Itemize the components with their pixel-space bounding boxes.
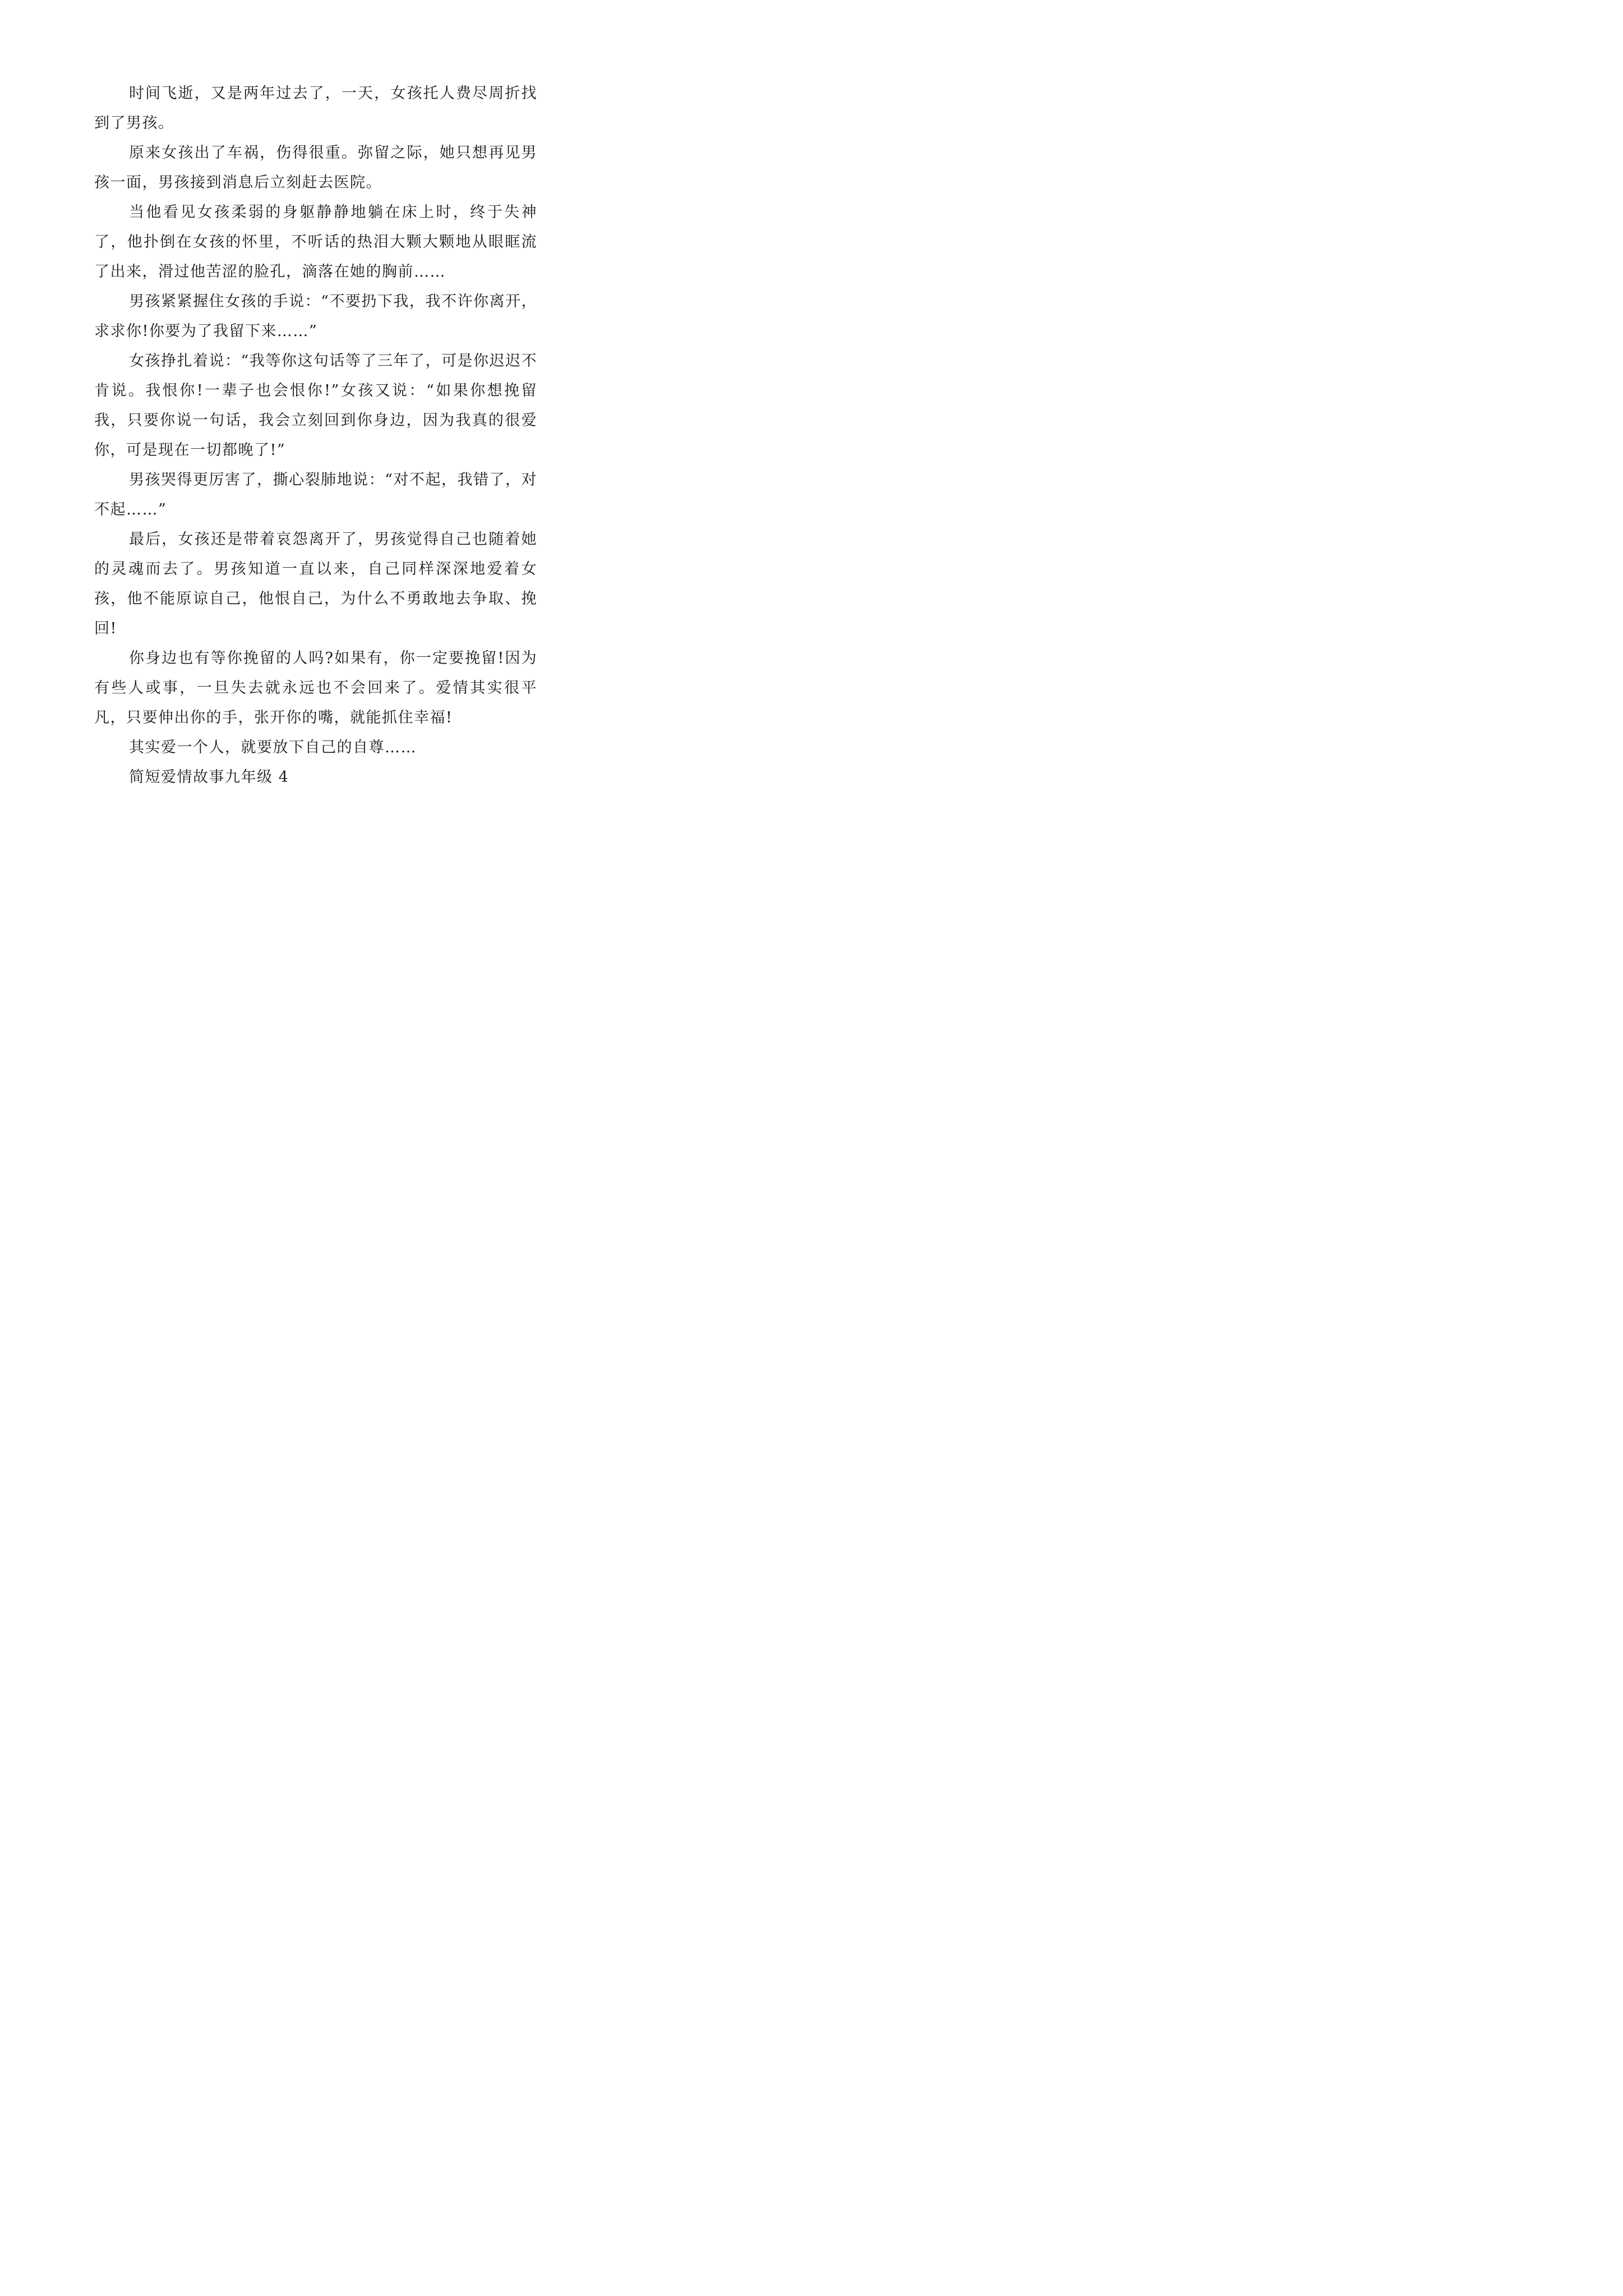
paragraph-4: 男孩紧紧握住女孩的手说：“不要扔下我，我不许你离开，求求你!你要为了我留下来……” [94,293,537,340]
paragraph-8: 你身边也有等你挽留的人吗?如果有，你一定要挽留!因为有些人或事，一旦失去就永远也不会回来了。爱情其实很平凡，只要伸出你的手，张开你的嘴，就能抓住幸福! [94,650,537,726]
paragraph-6: 男孩哭得更厉害了，撕心裂肺地说：“对不起，我错了，对不起……” [94,471,537,518]
paragraph-2: 原来女孩出了车祸，伤得很重。弥留之际，她只想再见男孩一面，男孩接到消息后立刻赶去医院。 [94,144,537,191]
paragraph-7: 最后，女孩还是带着哀怨离开了，男孩觉得自己也随着她的灵魂而去了。男孩知道一直以来，自己同样深深地爱着女孩，他不能原谅自己，他恨自己，为什么不勇敢地去争取、挽回! [94,531,537,637]
paragraph-1: 时间飞逝，又是两年过去了，一天，女孩托人费尽周折找到了男孩。 [94,85,537,132]
document-page [0,0,620,877]
document-body [94,79,537,792]
section-heading: 简短爱情故事九年级 4 [129,769,289,786]
paragraph-9: 其实爱一个人，就要放下自己的自尊…… [129,739,417,756]
paragraph-3: 当他看见女孩柔弱的身躯静静地躺在床上时，终于失神了，他扑倒在女孩的怀里，不听话的热泪大颗大颗地从眼眶流了出来，滑过他苦涩的脸孔，滴落在她的胸前…… [94,204,537,280]
paragraph-5: 女孩挣扎着说：“我等你这句话等了三年了，可是你迟迟不肯说。我恨你!一辈子也会恨你!”女孩又说：“如果你想挽留我，只要你说一句话，我会立刻回到你身边，因为我真的很爱你，可是现在一切都晚了!” [94,352,537,459]
